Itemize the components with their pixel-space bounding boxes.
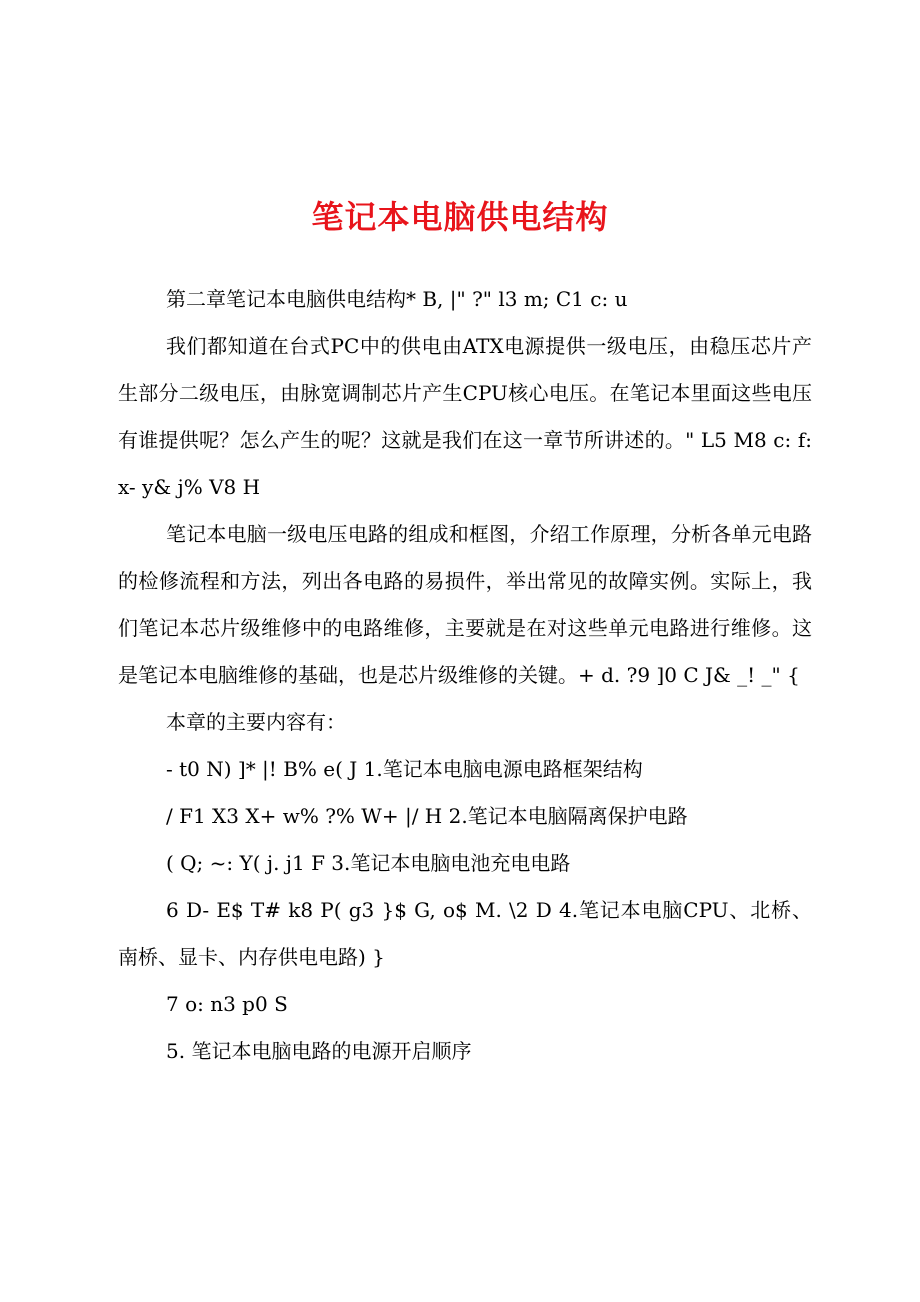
list-item-4: 6 D- E$ T# k8 P( g3 }$ G, o$ M. \2 D 4.笔记本电脑CPU、北桥、南桥、显卡、内存供电电路) } [118, 898, 812, 969]
paragraph-chapter-heading: 第二章笔记本电脑供电结构* B, |" ?" l3 m; C1 c: u [166, 287, 628, 311]
list-item-3: ( Q; ~: Y( j. j1 F 3.笔记本电脑电池充电电路 [166, 851, 571, 875]
list-item-1: - t0 N) ]* |! B% e( J 1.笔记本电脑电源电路框架结构 [166, 757, 643, 781]
document-title: 笔记本电脑供电结构 [311, 198, 609, 236]
paragraph-garbled: 7 o: n3 p0 S [166, 992, 288, 1016]
paragraph-contents-heading: 本章的主要内容有： [166, 710, 346, 734]
paragraph-intro: 我们都知道在台式PC中的供电由ATX电源提供一级电压，由稳压芯片产生部分二级电压，由脉宽调制芯片产生CPU核心电压。在笔记本里面这些电压有谁提供呢？怎么产生的呢？这就是我们在这一章节所讲述的。" L5 M8 c: f: x- y& j% V8 H [118, 334, 812, 499]
list-item-5: 5. 笔记本电脑电路的电源开启顺序 [166, 1039, 472, 1063]
paragraph-overview: 笔记本电脑一级电压电路的组成和框图，介绍工作原理，分析各单元电路的检修流程和方法，列出各电路的易损件，举出常见的故障实例。实际上，我们笔记本芯片级维修中的电路维修，主要就是在对这些单元电路进行维修。这是笔记本电脑维修的基础，也是芯片级维修的关键。+ d. ?9 ]0 C J& _! _" { [118, 522, 812, 687]
document-body [118, 276, 812, 1075]
list-item-2: / F1 X3 X+ w% ?% W+ |/ H 2.笔记本电脑隔离保护电路 [166, 804, 688, 828]
